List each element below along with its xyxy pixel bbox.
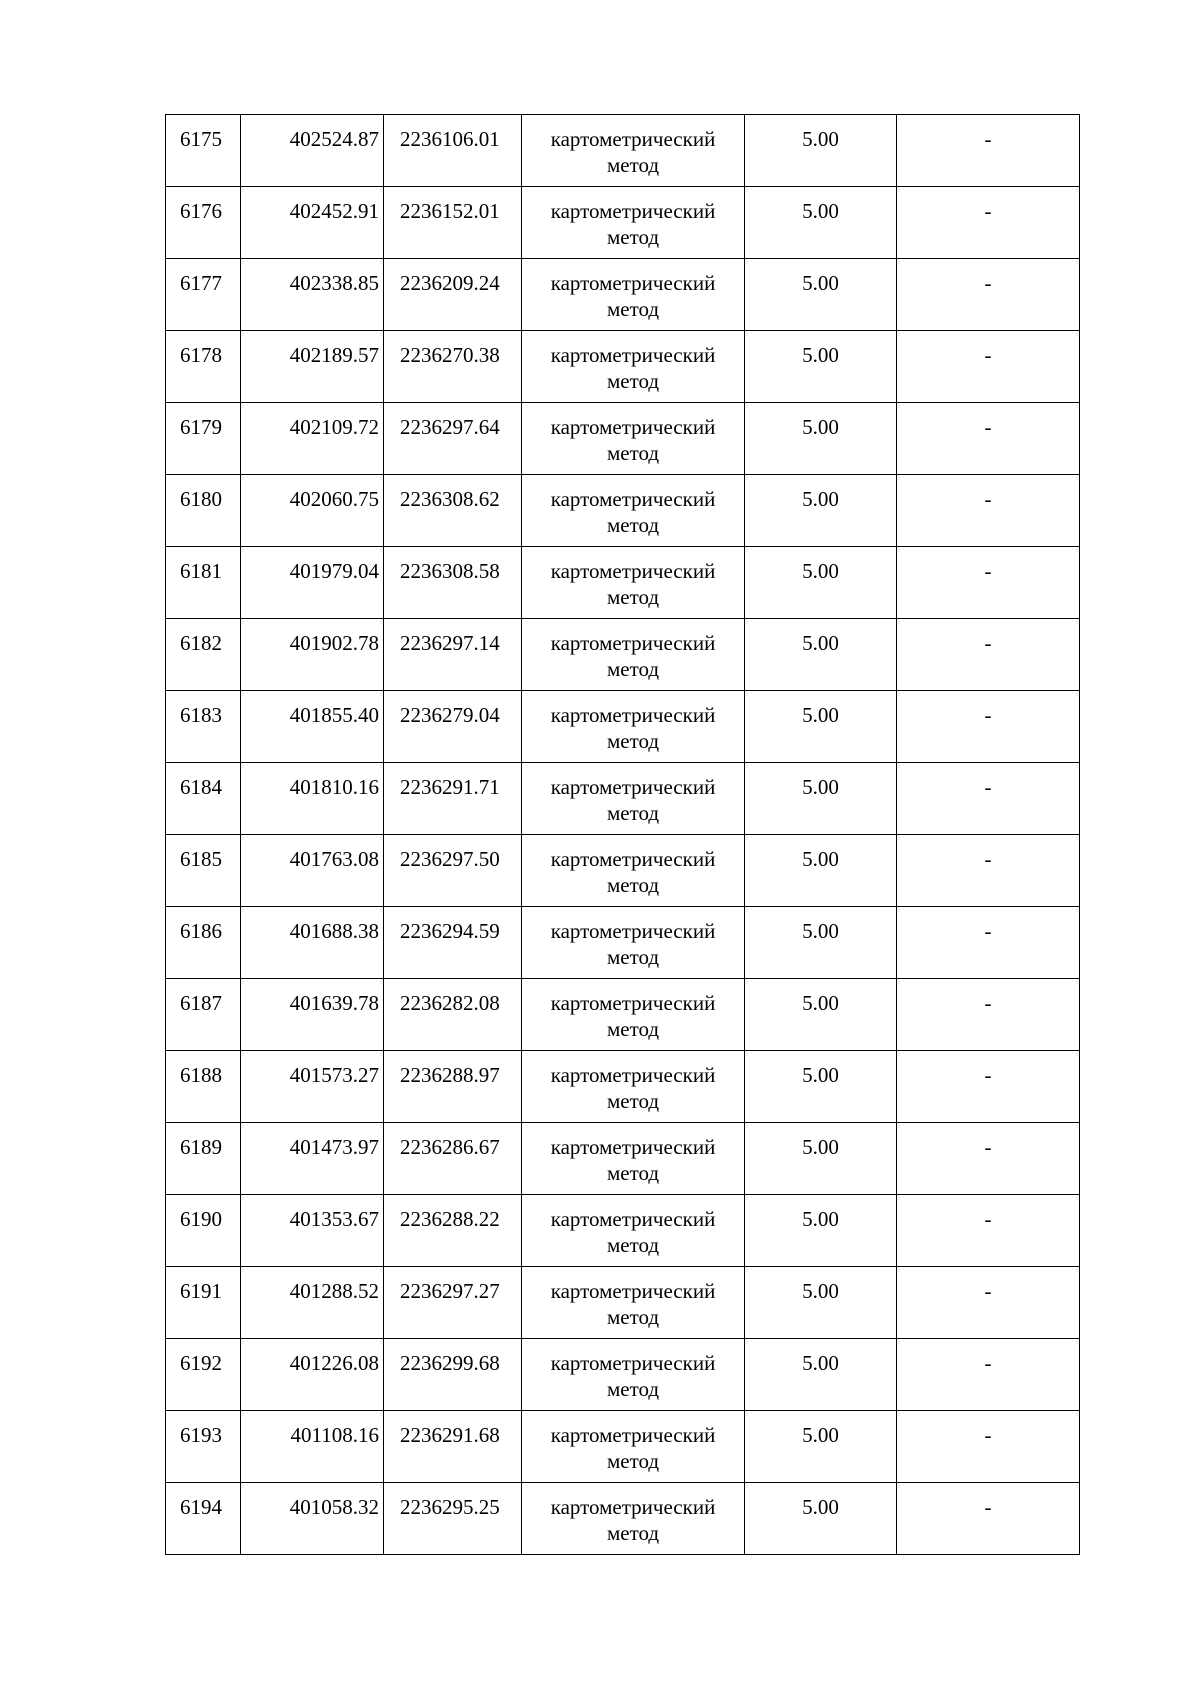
point-number-cell: 6177 [166, 259, 241, 331]
method-cell: картометрический метод [522, 1123, 745, 1195]
method-cell: картометрический метод [522, 691, 745, 763]
point-number-cell: 6175 [166, 115, 241, 187]
point-number-cell: 6194 [166, 1483, 241, 1555]
method-cell: картометрический метод [522, 187, 745, 259]
method-cell: картометрический метод [522, 331, 745, 403]
method-cell: картометрический метод [522, 619, 745, 691]
method-cell: картометрический метод [522, 763, 745, 835]
description-cell: - [897, 1483, 1080, 1555]
error-cell: 5.00 [745, 1123, 897, 1195]
point-number-cell: 6181 [166, 547, 241, 619]
x-coordinate-cell: 401902.78 [241, 619, 384, 691]
method-cell: картометрический метод [522, 907, 745, 979]
point-number-cell: 6189 [166, 1123, 241, 1195]
y-coordinate-cell: 2236297.64 [384, 403, 522, 475]
x-coordinate-cell: 402452.91 [241, 187, 384, 259]
description-cell: - [897, 259, 1080, 331]
description-cell: - [897, 547, 1080, 619]
method-cell: картометрический метод [522, 259, 745, 331]
table-row [166, 403, 1080, 475]
table-row [166, 1411, 1080, 1483]
coordinates-table [165, 114, 1080, 1555]
error-cell: 5.00 [745, 979, 897, 1051]
method-cell: картометрический метод [522, 835, 745, 907]
point-number-cell: 6179 [166, 403, 241, 475]
method-cell: картометрический метод [522, 547, 745, 619]
description-cell: - [897, 1195, 1080, 1267]
table-row [166, 1123, 1080, 1195]
point-number-cell: 6180 [166, 475, 241, 547]
method-cell: картометрический метод [522, 979, 745, 1051]
point-number-cell: 6186 [166, 907, 241, 979]
description-cell: - [897, 835, 1080, 907]
y-coordinate-cell: 2236291.71 [384, 763, 522, 835]
description-cell: - [897, 1411, 1080, 1483]
method-cell: картометрический метод [522, 1483, 745, 1555]
table-row [166, 1267, 1080, 1339]
x-coordinate-cell: 402524.87 [241, 115, 384, 187]
y-coordinate-cell: 2236209.24 [384, 259, 522, 331]
method-cell: картометрический метод [522, 1195, 745, 1267]
method-cell: картометрический метод [522, 475, 745, 547]
method-cell: картометрический метод [522, 1411, 745, 1483]
x-coordinate-cell: 401688.38 [241, 907, 384, 979]
method-cell: картометрический метод [522, 403, 745, 475]
error-cell: 5.00 [745, 475, 897, 547]
y-coordinate-cell: 2236152.01 [384, 187, 522, 259]
description-cell: - [897, 331, 1080, 403]
method-cell: картометрический метод [522, 1267, 745, 1339]
error-cell: 5.00 [745, 115, 897, 187]
y-coordinate-cell: 2236270.38 [384, 331, 522, 403]
error-cell: 5.00 [745, 547, 897, 619]
point-number-cell: 6193 [166, 1411, 241, 1483]
table-row [166, 331, 1080, 403]
y-coordinate-cell: 2236288.97 [384, 1051, 522, 1123]
y-coordinate-cell: 2236295.25 [384, 1483, 522, 1555]
error-cell: 5.00 [745, 1411, 897, 1483]
coordinates-table-body [166, 115, 1080, 1555]
table-row [166, 907, 1080, 979]
point-number-cell: 6182 [166, 619, 241, 691]
description-cell: - [897, 403, 1080, 475]
error-cell: 5.00 [745, 907, 897, 979]
x-coordinate-cell: 402109.72 [241, 403, 384, 475]
description-cell: - [897, 1267, 1080, 1339]
table-row [166, 691, 1080, 763]
x-coordinate-cell: 401639.78 [241, 979, 384, 1051]
description-cell: - [897, 979, 1080, 1051]
point-number-cell: 6185 [166, 835, 241, 907]
table-row [166, 547, 1080, 619]
point-number-cell: 6187 [166, 979, 241, 1051]
point-number-cell: 6184 [166, 763, 241, 835]
table-row [166, 1051, 1080, 1123]
description-cell: - [897, 1051, 1080, 1123]
description-cell: - [897, 619, 1080, 691]
y-coordinate-cell: 2236279.04 [384, 691, 522, 763]
table-row [166, 187, 1080, 259]
table-row [166, 115, 1080, 187]
table-row [166, 763, 1080, 835]
table-row [166, 979, 1080, 1051]
x-coordinate-cell: 401855.40 [241, 691, 384, 763]
description-cell: - [897, 115, 1080, 187]
y-coordinate-cell: 2236291.68 [384, 1411, 522, 1483]
x-coordinate-cell: 402338.85 [241, 259, 384, 331]
table-row [166, 619, 1080, 691]
error-cell: 5.00 [745, 1267, 897, 1339]
point-number-cell: 6176 [166, 187, 241, 259]
error-cell: 5.00 [745, 259, 897, 331]
error-cell: 5.00 [745, 1195, 897, 1267]
x-coordinate-cell: 401810.16 [241, 763, 384, 835]
method-cell: картометрический метод [522, 1051, 745, 1123]
point-number-cell: 6178 [166, 331, 241, 403]
description-cell: - [897, 907, 1080, 979]
point-number-cell: 6192 [166, 1339, 241, 1411]
x-coordinate-cell: 401353.67 [241, 1195, 384, 1267]
error-cell: 5.00 [745, 835, 897, 907]
y-coordinate-cell: 2236308.62 [384, 475, 522, 547]
point-number-cell: 6183 [166, 691, 241, 763]
x-coordinate-cell: 401473.97 [241, 1123, 384, 1195]
x-coordinate-cell: 401226.08 [241, 1339, 384, 1411]
point-number-cell: 6191 [166, 1267, 241, 1339]
error-cell: 5.00 [745, 763, 897, 835]
table-row [166, 475, 1080, 547]
description-cell: - [897, 691, 1080, 763]
table-row [166, 835, 1080, 907]
error-cell: 5.00 [745, 331, 897, 403]
x-coordinate-cell: 402060.75 [241, 475, 384, 547]
error-cell: 5.00 [745, 1483, 897, 1555]
y-coordinate-cell: 2236299.68 [384, 1339, 522, 1411]
error-cell: 5.00 [745, 1051, 897, 1123]
x-coordinate-cell: 401763.08 [241, 835, 384, 907]
point-number-cell: 6190 [166, 1195, 241, 1267]
x-coordinate-cell: 401288.52 [241, 1267, 384, 1339]
x-coordinate-cell: 402189.57 [241, 331, 384, 403]
table-row [166, 259, 1080, 331]
error-cell: 5.00 [745, 403, 897, 475]
y-coordinate-cell: 2236297.14 [384, 619, 522, 691]
y-coordinate-cell: 2236282.08 [384, 979, 522, 1051]
y-coordinate-cell: 2236297.50 [384, 835, 522, 907]
x-coordinate-cell: 401979.04 [241, 547, 384, 619]
table-row [166, 1195, 1080, 1267]
table-row [166, 1483, 1080, 1555]
description-cell: - [897, 763, 1080, 835]
description-cell: - [897, 475, 1080, 547]
table-row [166, 1339, 1080, 1411]
error-cell: 5.00 [745, 619, 897, 691]
method-cell: картометрический метод [522, 115, 745, 187]
error-cell: 5.00 [745, 187, 897, 259]
description-cell: - [897, 1339, 1080, 1411]
x-coordinate-cell: 401573.27 [241, 1051, 384, 1123]
point-number-cell: 6188 [166, 1051, 241, 1123]
y-coordinate-cell: 2236297.27 [384, 1267, 522, 1339]
x-coordinate-cell: 401058.32 [241, 1483, 384, 1555]
y-coordinate-cell: 2236308.58 [384, 547, 522, 619]
description-cell: - [897, 1123, 1080, 1195]
method-cell: картометрический метод [522, 1339, 745, 1411]
y-coordinate-cell: 2236288.22 [384, 1195, 522, 1267]
error-cell: 5.00 [745, 691, 897, 763]
y-coordinate-cell: 2236286.67 [384, 1123, 522, 1195]
y-coordinate-cell: 2236294.59 [384, 907, 522, 979]
x-coordinate-cell: 401108.16 [241, 1411, 384, 1483]
description-cell: - [897, 187, 1080, 259]
y-coordinate-cell: 2236106.01 [384, 115, 522, 187]
error-cell: 5.00 [745, 1339, 897, 1411]
